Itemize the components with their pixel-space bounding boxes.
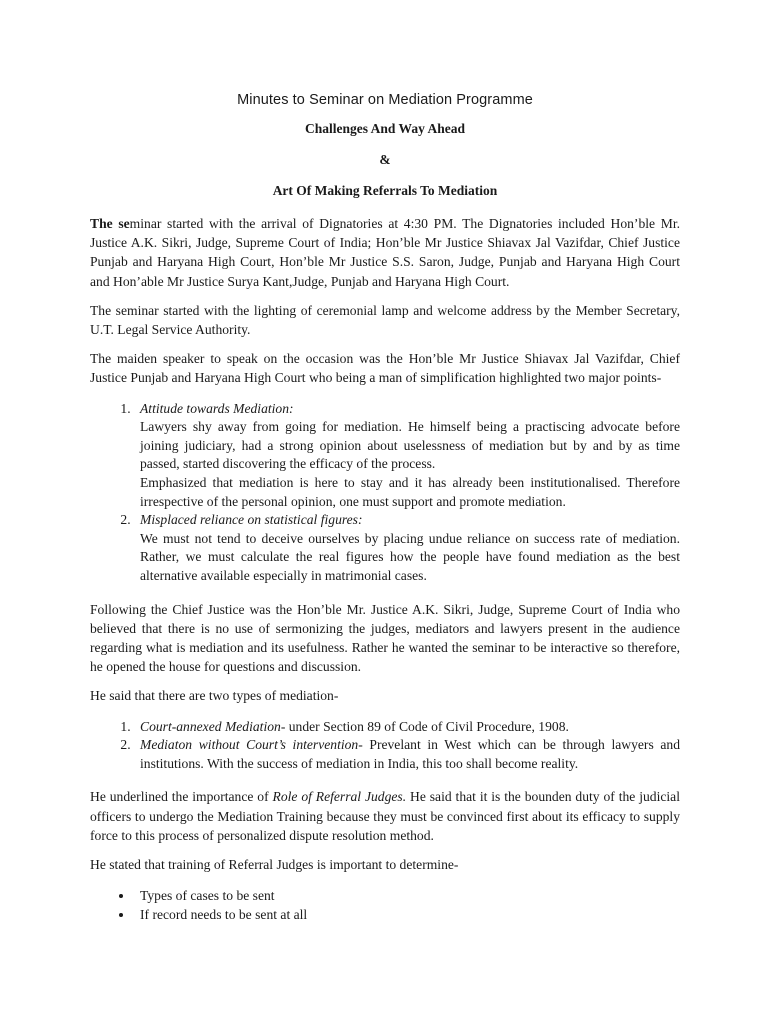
list-item <box>134 736 680 773</box>
points-list <box>90 400 680 586</box>
intro-lead: The se <box>90 216 130 231</box>
paragraph-training: He stated that training of Referral Judges is important to determine- <box>90 856 459 872</box>
list-item <box>134 511 680 585</box>
document-title: Minutes to Seminar on Mediation Programme <box>237 92 533 108</box>
paragraph-maiden-speaker: The maiden speaker to speak on the occasion was the Hon’ble Mr Justice Shiavax Jal Vazifdar, Chief Justice Punjab and Haryana High Court who being a man of simplification highlighted two major points- <box>90 351 680 386</box>
list-item: • Types of cases to be sent <box>134 886 680 905</box>
point-body: Emphasized that mediation is here to stay and it has already been institutionalised. Therefore irrespective of the personal opinion, one must support and promote mediation. <box>140 475 680 509</box>
referral-post: He said that it is the bounden duty of the judicial officers to undergo the Mediation Training because they must be convinced first about its efficacy to supply force to this process of personalized dispute resolution method. <box>90 789 680 843</box>
type-text: - Prevelant in West which can be through lawyers and institutions. With the success of mediation in India, this too shall become reality. <box>140 737 680 771</box>
ampersand: & <box>379 152 391 167</box>
mediation-types-list <box>90 718 680 774</box>
paragraph-lamp: The seminar started with the lighting of ceremonial lamp and welcome address by the Member Secretary, U.T. Legal Service Authority. <box>90 302 680 338</box>
point-body: Lawyers shy away from going for mediation. He himself being a practiscing advocate before joining judiciary, had a strong opinion about uselessness of mediation but by and by as time passed, started discovering the efficacy of the process. <box>140 419 680 472</box>
type-title: Court-annexed Mediation <box>140 718 281 734</box>
list-item <box>134 400 680 512</box>
point-body: We must not tend to deceive ourselves by placing undue reliance on success rate of mediation. Rather, we must calculate the real figures how the people have found mediation as the best alternative available especially in matrimonial cases. <box>140 530 680 583</box>
list-item <box>134 718 680 737</box>
referral-pre: He underlined the importance of <box>90 789 273 805</box>
paragraph-types-intro: He said that there are two types of mediation- <box>90 688 339 704</box>
document-subtitle-2: Art Of Making Referrals To Mediation <box>272 183 498 198</box>
point-title: Attitude towards Mediation: <box>140 400 294 416</box>
type-text: - under Section 89 of Code of Civil Procedure, 1908. <box>280 718 569 734</box>
paragraph-sikri: Following the Chief Justice was the Hon’ble Mr. Justice A.K. Sikri, Judge, Supreme Court of India who believed that there is no use of sermonizing the judges, mediators and lawyers present in the audience regarding what is mediation and its usefulness. Rather he wanted the seminar to be interactive so therefore, he opened the house for questions and discussion. <box>90 601 680 675</box>
type-title: Mediaton without Court’s intervention <box>140 737 359 753</box>
paragraph-intro <box>90 214 680 291</box>
determine-bullets <box>90 886 680 924</box>
intro-text: minar started with the arrival of Dignatories at 4:30 PM. The Dignatories included Hon’ble Mr. Justice A.K. Sikri, Judge, Supreme Court of India; Hon’ble Mr Justice Shiavax Jal Vazifdar, Chief Justice Punjab and Haryana High Court, Hon’ble Mr Justice S.S. Saron, Judge, Punjab and Haryana High Court and Hon’able Mr Justice Surya Kant,Judge, Punjab and Haryana High Court. <box>90 216 680 289</box>
document-subtitle-1: Challenges And Way Ahead <box>305 121 465 136</box>
list-item: • If record needs to be sent at all <box>134 905 680 924</box>
referral-emphasis: Role of Referral Judges. <box>272 789 407 805</box>
paragraph-referral-judges <box>90 787 680 845</box>
point-title: Misplaced reliance on statistical figures: <box>140 512 363 528</box>
